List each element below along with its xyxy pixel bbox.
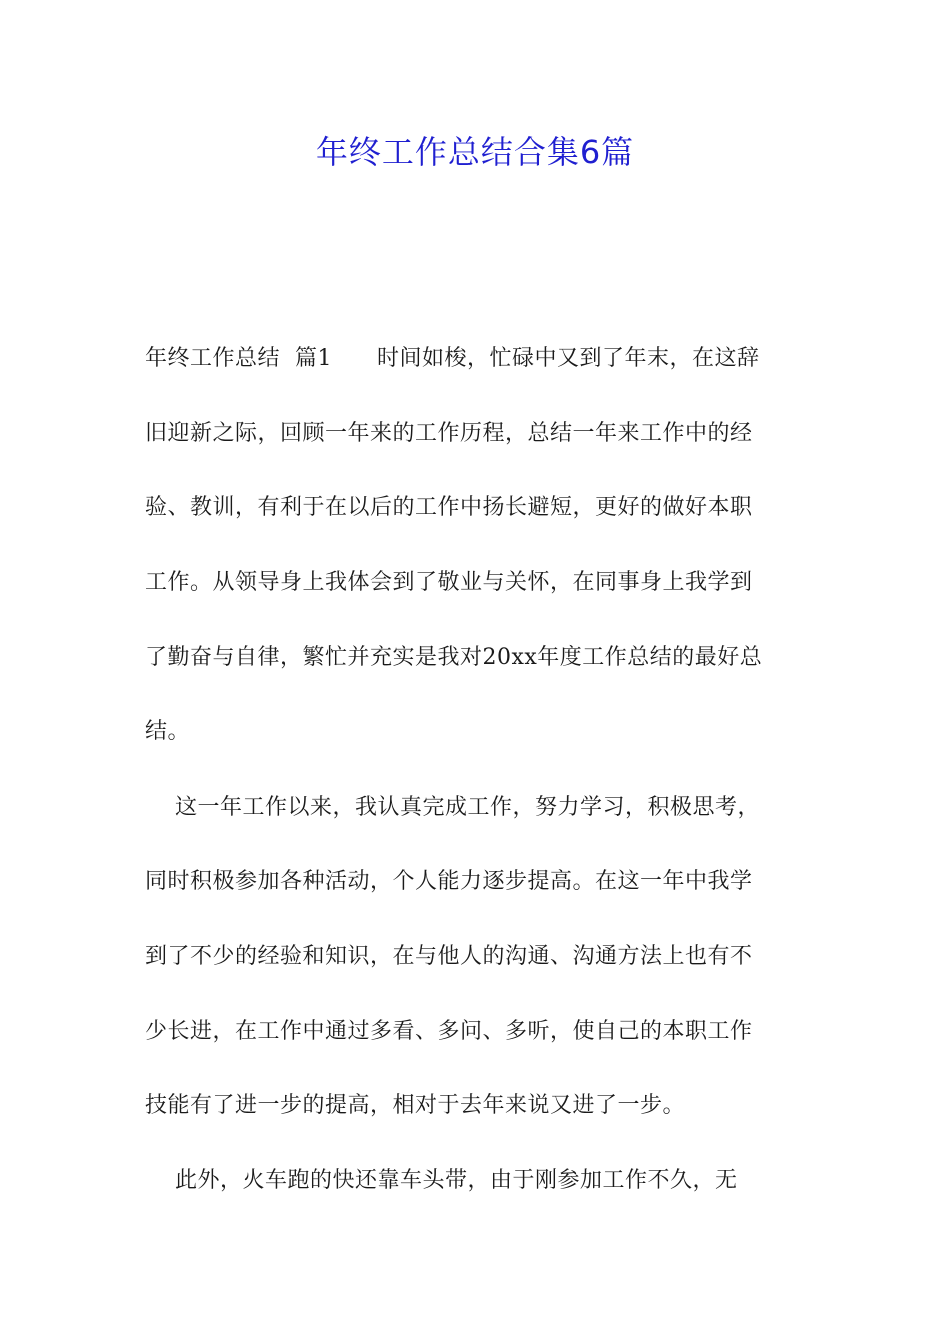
body-line-9: 到了不少的经验和知识，在与他人的沟通、沟通方法上也有不	[145, 944, 753, 969]
body-line-6: 结。	[145, 719, 191, 744]
body-line-10: 少长进，在工作中通过多看、多问、多听，使自己的本职工作	[145, 1019, 753, 1044]
body-line-2: 旧迎新之际，回顾一年来的工作历程，总结一年来工作中的经	[145, 421, 753, 446]
document-title: 年终工作总结合集6篇	[315, 133, 635, 171]
body-line-4: 工作。从领导身上我体会到了敬业与关怀，在同事身上我学到	[145, 570, 753, 595]
body-line-11: 技能有了进一步的提高，相对于去年来说又进了一步。	[145, 1093, 686, 1118]
body-line-3: 验、教训，有利于在以后的工作中扬长避短，更好的做好本职	[145, 495, 753, 520]
body-line-5: 了勤奋与自律，繁忙并充实是我对20xx年度工作总结的最好总	[145, 645, 763, 670]
body-line-12: 此外，火车跑的快还靠车头带，由于刚参加工作不久，无	[145, 1168, 738, 1193]
body-line-8: 同时积极参加各种活动，个人能力逐步提高。在这一年中我学	[145, 869, 753, 894]
body-line-1: 年终工作总结 篇1 时间如梭，忙碌中又到了年末，在这辞	[145, 346, 760, 371]
body-line-7: 这一年工作以来，我认真完成工作，努力学习，积极思考，	[145, 795, 760, 820]
